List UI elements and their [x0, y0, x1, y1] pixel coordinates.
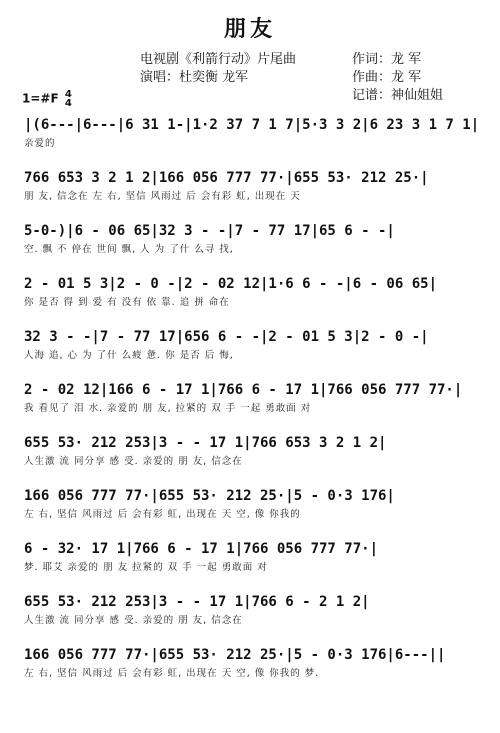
notation-line: 766 653 3 2 1 2|166 056 777 77·|655 53· 212 25·| — [24, 170, 429, 186]
score-line — [24, 326, 482, 364]
lyric-line: 你 是否 得 到 爱 有 没有 依 靠. 追 拼 命在 — [24, 297, 230, 308]
notation-line: 32 3 - -|7 - 77 17|656 6 - -|2 - 01 5 3|2 - 0 -| — [24, 329, 429, 345]
lyric-line: 人海 追, 心 为 了什 么疲 惫. 你 是否 后 悔, — [24, 350, 234, 361]
score-line — [24, 485, 482, 523]
lyric-line: 左 右, 坚信 风雨过 后 会有彩 虹, 出现在 天 空, 像 你我的 — [24, 509, 301, 520]
score-line — [24, 273, 482, 311]
notation-line: 655 53· 212 253|3 - - 17 1|766 653 3 2 1 2| — [24, 435, 387, 451]
score-line — [24, 379, 482, 417]
time-bottom: 4 — [64, 98, 72, 109]
song-title: 朋友 — [223, 17, 276, 42]
key-signature — [22, 90, 72, 108]
score-line — [24, 432, 482, 470]
lyric-line: 空. 飘 不 停在 世间 飘, 人 为 了什 么寻 找, — [24, 244, 234, 255]
lyric-line: 梦. 耶艾 亲爱的 朋 友 拉紧的 双 手 一起 勇敢面 对 — [24, 562, 268, 573]
key-label: 1=#F — [22, 91, 59, 106]
song-source: 电视剧《利箭行动》片尾曲 — [140, 52, 297, 67]
time-top: 4 — [64, 89, 72, 100]
notation-line: |(6---|6---|6 31 1-|1·2 37 7 1 7|5·3 3 2|6 23 3 1 7 1| — [24, 117, 480, 133]
lyric-line: 朋 友, 信念在 左 右, 坚信 风雨过 后 会有彩 虹, 出现在 天 — [24, 191, 301, 202]
transcriber: 记谱：神仙姐姐 — [352, 88, 444, 103]
lyric-line: 左 右, 坚信 风雨过 后 会有彩 虹, 出现在 天 空, 像 你我的 梦. — [24, 668, 320, 679]
score-line — [24, 114, 482, 152]
notation-line: 5-0-)|6 - 06 65|32 3 - -|7 - 77 17|65 6 - -| — [24, 223, 395, 239]
notation-line: 655 53· 212 253|3 - - 17 1|766 6 - 2 1 2| — [24, 594, 370, 610]
lyric-line: 亲爱的 — [24, 138, 56, 149]
score-line — [24, 220, 482, 258]
notation-line: 166 056 777 77·|655 53· 212 25·|5 - 0·3 176|6---|| — [24, 647, 446, 663]
score-line — [24, 644, 482, 682]
lyric-line: 人生激 流 同分享 感 受. 亲爱的 朋 友, 信念在 — [24, 615, 243, 626]
score-line — [24, 167, 482, 205]
score-line — [24, 538, 482, 576]
notation-line: 2 - 01 5 3|2 - 0 -|2 - 02 12|1·6 6 - -|6 - 06 65| — [24, 276, 438, 292]
notation-line: 166 056 777 77·|655 53· 212 25·|5 - 0·3 176| — [24, 488, 395, 504]
lyricist: 作词：龙 军 — [352, 52, 422, 67]
notation-line: 6 - 32· 17 1|766 6 - 17 1|766 056 777 77·| — [24, 541, 379, 557]
score-line — [24, 591, 482, 629]
lyric-line: 我 看见了 泪 水. 亲爱的 朋 友, 拉紧的 双 手 一起 勇敢面 对 — [24, 403, 312, 414]
singers: 演唱：杜奕衡 龙军 — [140, 70, 249, 85]
lyric-line: 人生激 流 同分享 感 受. 亲爱的 朋 友, 信念在 — [24, 456, 243, 467]
time-signature — [65, 90, 72, 108]
composer: 作曲：龙 军 — [352, 70, 422, 85]
notation-line: 2 - 02 12|166 6 - 17 1|766 6 - 17 1|766 056 777 77·| — [24, 382, 463, 398]
